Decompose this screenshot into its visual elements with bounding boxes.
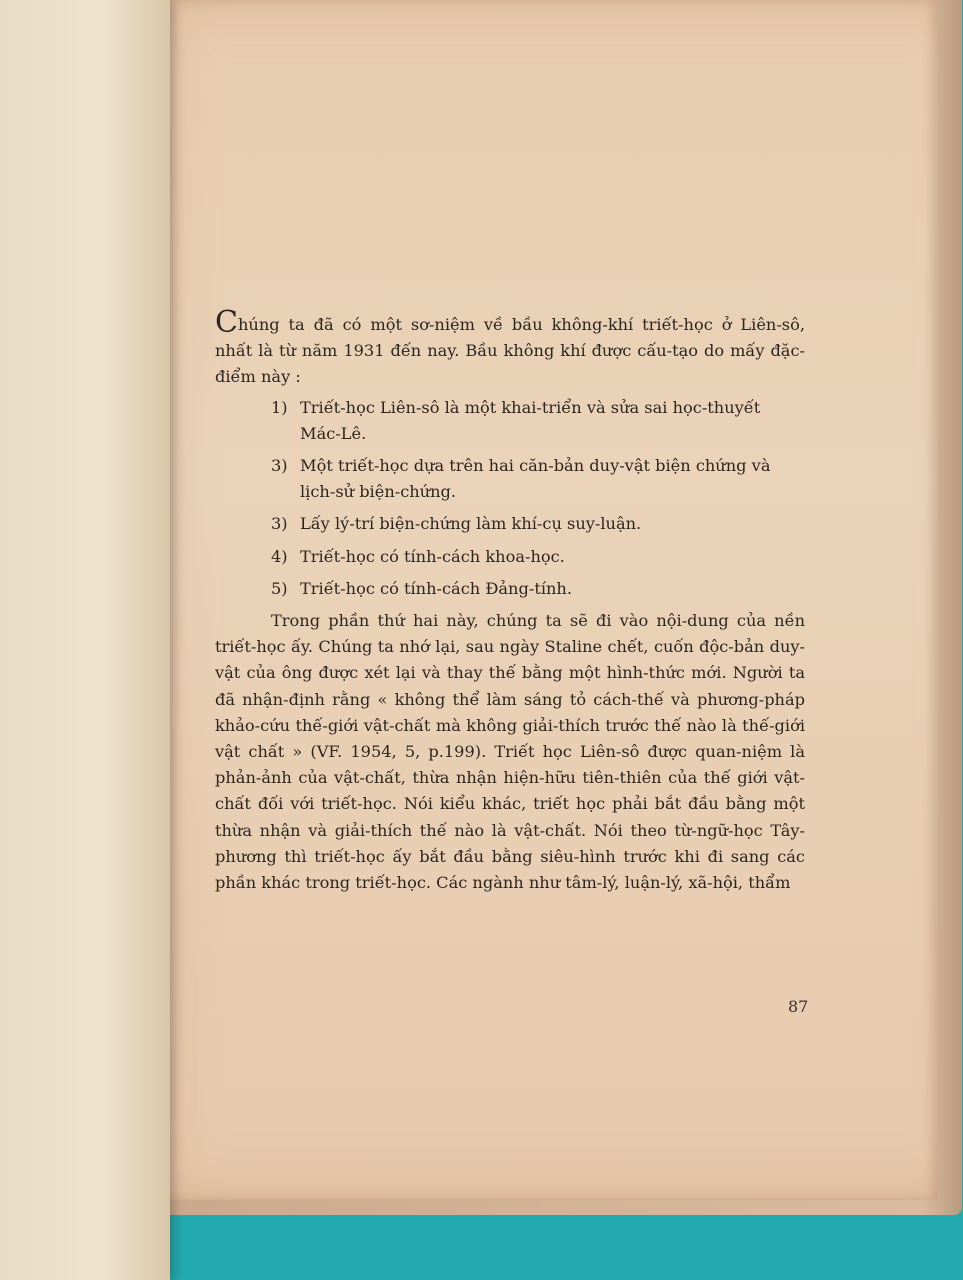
list-item	[215, 544, 805, 570]
left-page-edge	[0, 0, 170, 1280]
list-item	[215, 453, 805, 505]
intro-paragraph	[215, 305, 805, 391]
list-number: 3)	[271, 514, 288, 534]
list-text: Triết-học Liên-sô là một khai-triển và sửa sai học-thuyết Mác-Lê.	[300, 397, 761, 443]
list-text: Lấy lý-trí biện-chứng làm khí-cụ suy-luận.	[300, 514, 642, 534]
list-number: 1)	[271, 397, 288, 417]
page-number: 87	[788, 997, 809, 1016]
drop-cap: C	[215, 305, 238, 340]
list-item	[215, 395, 805, 447]
list-item	[215, 511, 805, 537]
list-number: 3)	[271, 456, 288, 476]
characteristics-list	[215, 395, 805, 602]
list-number: 5)	[271, 578, 288, 598]
list-text: Triết-học có tính-cách Đảng-tính.	[300, 578, 572, 598]
list-item	[215, 576, 805, 602]
list-text: Triết-học có tính-cách khoa-học.	[300, 546, 565, 566]
page-text	[215, 305, 805, 896]
list-text: Một triết-học dựa trên hai căn-bản duy-vật biện chứng và lịch-sử biện-chứng.	[300, 456, 771, 502]
body-paragraph: Trong phần thứ hai này, chúng ta sẽ đi vào nội-dung của nền triết-học ấy. Chúng ta nhớ lại, sau ngày Staline chết, cuốn độc-bản duy-vật của ông được xét lại và thay thế bằng một hình-thức mới. Người ta đã nhận-định rằng « không thể làm sáng tỏ cách-thế và phương-pháp khảo-cứu thế-giới vật-chất mà không giải-thích trước thế nào là thế-giới vật chất » (VF. 1954, 5, p.199). Triết học Liên-sô được quan-niệm là phản-ảnh của vật-chất, thừa nhận hiện-hữu tiên-thiên của thế giới vật-chất đối với triết-học. Nói kiểu khác, triết học phải bắt đầu bằng một thừa nhận và giải-thích thế nào là vật-chất. Nói theo từ-ngữ-học Tây-phương thì triết-học ấy bắt đầu bằng siêu-hình trước khi đi sang các phần khác trong triết-học. Các ngành như tâm-lý, luận-lý, xã-hội, thẩm	[215, 611, 805, 893]
intro-text: húng ta đã có một sơ-niệm về bầu không-khí triết-học ở Liên-sô, nhất là từ năm 1931 đến nay. Bầu không khí được cấu-tạo do mấy đặc-điểm này :	[215, 315, 805, 387]
list-number: 4)	[271, 546, 288, 566]
